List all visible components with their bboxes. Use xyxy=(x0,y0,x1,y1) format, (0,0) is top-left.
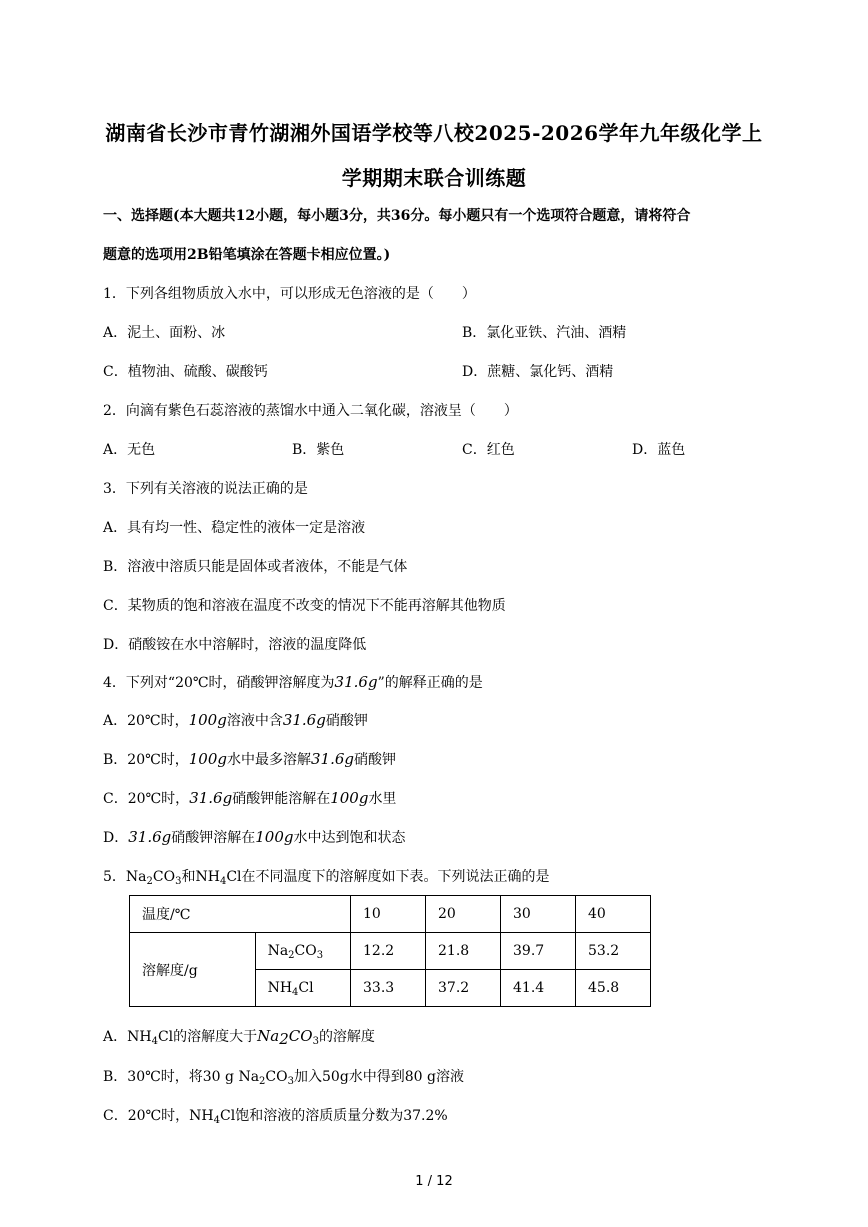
q2-option-d: D．蓝色 xyxy=(632,442,686,458)
table-cell: 53.2 xyxy=(576,933,651,970)
table-cell: 21.8 xyxy=(426,933,501,970)
table-cell: 40 xyxy=(576,896,651,933)
table-cell: 33.3 xyxy=(351,970,426,1007)
q1-option-d: D．蔗糖、氯化钙、酒精 xyxy=(462,364,614,380)
q5-option-b: B．30℃时，将30 g $Na_2CO_3$加入50g水中得到80 g溶液 xyxy=(103,1069,465,1087)
q4-stem: 4．下列对“20℃时，硝酸钾溶解度为31.6g”的解释正确的是 xyxy=(103,673,483,691)
q4-option-a: A．20℃时，100g溶液中含31.6g硝酸钾 xyxy=(103,711,368,729)
table-cell: 37.2 xyxy=(426,970,501,1007)
q5-option-a: A．$NH_4Cl$的溶解度大于$Na_2CO_3$的溶解度 xyxy=(103,1027,375,1048)
table-header-solubility: 溶解度/g xyxy=(130,933,256,1007)
q3-option-c: C．某物质的饱和溶液在温度不改变的情况下不能再溶解其他物质 xyxy=(103,598,506,614)
table-row xyxy=(130,933,651,970)
table-cell: 12.2 xyxy=(351,933,426,970)
page-number: 1 / 12 xyxy=(415,1174,453,1189)
table-cell: 30 xyxy=(501,896,576,933)
q1-stem: 1．下列各组物质放入水中，可以形成无色溶液的是（ ） xyxy=(103,286,476,302)
q3-option-d: D．硝酸铵在水中溶解时，溶液的温度降低 xyxy=(103,637,367,653)
table-cell: 41.4 xyxy=(501,970,576,1007)
table-cell: 20 xyxy=(426,896,501,933)
q1-option-b: B．氯化亚铁、汽油、酒精 xyxy=(462,325,627,341)
q5-option-c: C．20℃时，$NH_4Cl$饱和溶液的溶质质量分数为37.2% xyxy=(103,1108,448,1126)
q1-option-c: C．植物油、硫酸、碳酸钙 xyxy=(103,364,268,380)
table-cell: 45.8 xyxy=(576,970,651,1007)
table-cell: 39.7 xyxy=(501,933,576,970)
q4-option-d: D．31.6g硝酸钾溶解在100g水中达到饱和状态 xyxy=(103,828,406,846)
solubility-table xyxy=(129,895,651,1007)
q3-option-a: A．具有均一性、稳定性的液体一定是溶液 xyxy=(103,520,366,536)
table-row-label: $NH_4Cl$ xyxy=(255,970,350,1007)
q3-stem: 3．下列有关溶液的说法正确的是 xyxy=(103,481,308,497)
q5-stem: 5．$Na_2CO_3$和$NH_4Cl$在不同温度下的溶解度如下表。下列说法正确的是 xyxy=(103,869,550,887)
table-row-label: $Na_2CO_3$ xyxy=(255,933,350,970)
q3-option-b: B．溶液中溶质只能是固体或者液体，不能是气体 xyxy=(103,559,408,575)
doc-title-line1: 湖南省长沙市青竹湖湘外国语学校等八校2025-2026学年九年级化学上 xyxy=(105,121,763,145)
section-heading: 一、选择题(本大题共12小题，每小题3分，共36分。每小题只有一个选项符合题意，请将符合 xyxy=(103,208,691,224)
table-row xyxy=(130,896,651,933)
q2-option-b: B．紫色 xyxy=(292,442,345,458)
q1-option-a: A．泥土、面粉、冰 xyxy=(103,325,226,341)
section-heading-cont: 题意的选项用2B铅笔填涂在答题卡相应位置。) xyxy=(103,247,391,263)
doc-title-line2: 学期期末联合训练题 xyxy=(341,166,527,190)
q2-option-c: C．红色 xyxy=(462,442,515,458)
q4-option-b: B．20℃时，100g水中最多溶解31.6g硝酸钾 xyxy=(103,750,397,768)
table-cell: 10 xyxy=(351,896,426,933)
q2-option-a: A．无色 xyxy=(103,442,156,458)
q2-stem: 2．向滴有紫色石蕊溶液的蒸馏水中通入二氧化碳，溶液呈（ ） xyxy=(103,403,518,419)
q4-option-c: C．20℃时，31.6g硝酸钾能溶解在100g水里 xyxy=(103,789,397,807)
table-header-temp: 温度/℃ xyxy=(130,896,351,933)
